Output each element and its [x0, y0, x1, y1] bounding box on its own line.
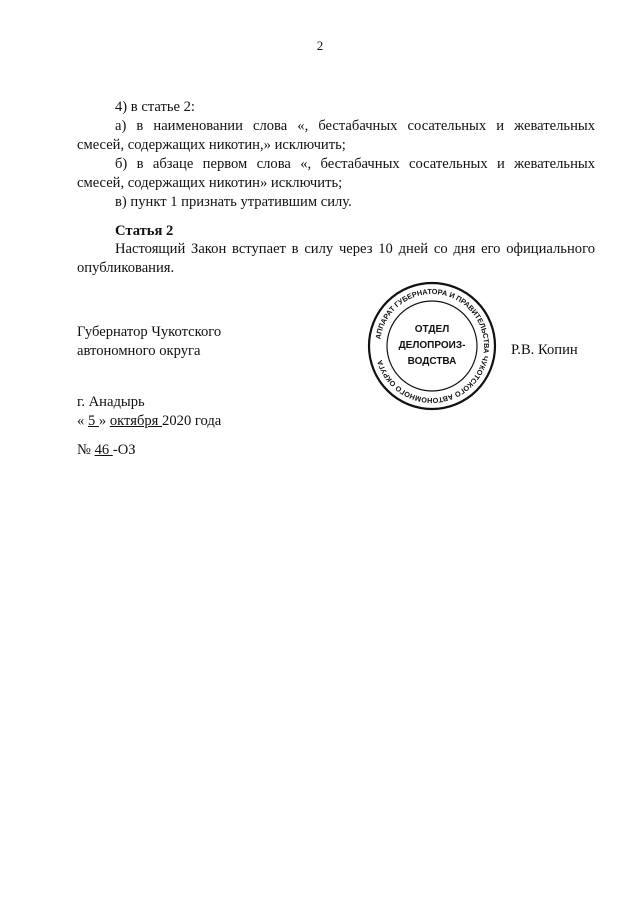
date-month: октября: [109, 413, 163, 429]
stamp-ring-text: АППАРАТ ГУБЕРНАТОРА И ПРАВИТЕЛЬСТВА ЧУКОТСКОГО АВТОНОМНОГО ОКРУГА: [373, 286, 492, 406]
item-a-line-1: а) в наименовании слова «, бестабачных сосательных и жевательных: [115, 118, 595, 134]
date-day: 5: [87, 413, 99, 429]
date-line: [77, 412, 221, 431]
item-a-line-2: смесей, содержащих никотин,» исключить;: [77, 137, 346, 153]
stamp-center-line-3: ВОДСТВА: [407, 356, 457, 367]
date-year: 2020 года: [162, 413, 222, 429]
article-2-line-2: опубликования.: [77, 260, 175, 276]
stamp-center-line-2: ДЕЛОПРОИЗ-: [398, 340, 466, 351]
signatory-position-line-2: автономного округа: [77, 343, 201, 359]
law-number-prefix: №: [77, 442, 91, 458]
signatory-position: [77, 323, 221, 361]
signatory-name: Р.В. Копин: [511, 342, 578, 358]
article-2-line-1: Настоящий Закон вступает в силу через 10 дней со дня его официального: [115, 241, 595, 257]
place-and-date: [77, 393, 221, 431]
stamp-center-line-1: ОТДЕЛ: [414, 324, 450, 335]
item-v-line: в) пункт 1 признать утратившим силу.: [115, 194, 352, 210]
city: г. Анадырь: [77, 394, 145, 410]
item-4-line: 4) в статье 2:: [115, 99, 195, 115]
law-number-suffix: -ОЗ: [112, 442, 136, 458]
date-quote-open: «: [77, 413, 85, 429]
page-number: 2: [316, 38, 324, 53]
law-number-value: 46: [94, 442, 113, 458]
signatory-position-line-1: Губернатор Чукотского: [77, 324, 222, 340]
date-quote-close: »: [98, 413, 107, 429]
item-b-line-1: б) в абзаце первом слова «, бестабачных сосательных и жевательных: [115, 156, 595, 172]
law-number: [77, 442, 136, 459]
official-stamp: [366, 280, 498, 412]
article-2-heading: Статья 2: [115, 223, 174, 239]
item-b-line-2: смесей, содержащих никотин» исключить;: [77, 175, 343, 191]
